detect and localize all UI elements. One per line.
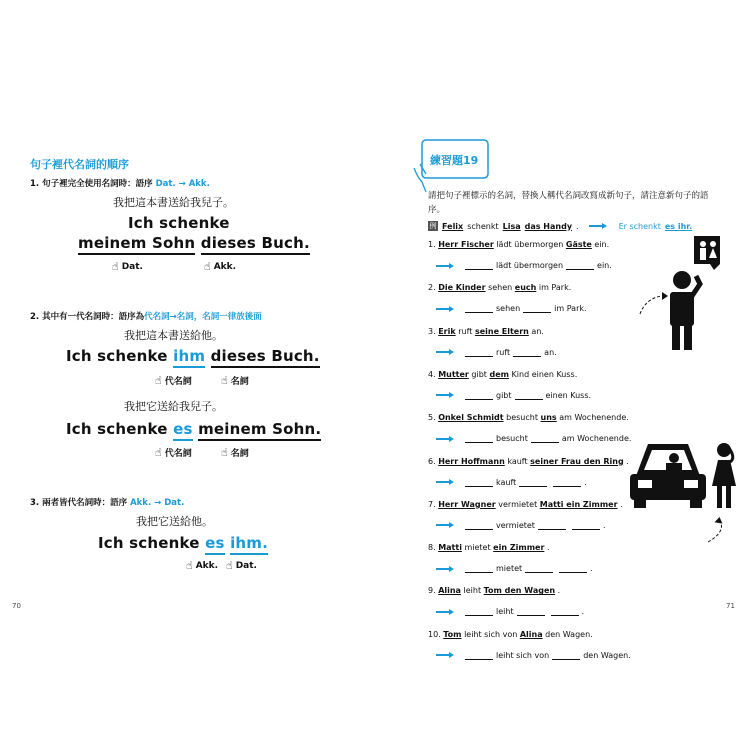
answer-blank[interactable] <box>538 521 566 530</box>
arrow-icon <box>436 566 454 572</box>
label-akk: ☝ Akk. <box>186 559 219 572</box>
question-text: Kind einen Kuss. <box>511 369 578 379</box>
answer-blank[interactable] <box>465 261 493 270</box>
page-number-right: 71 <box>726 602 735 610</box>
answer-blank[interactable] <box>465 304 493 313</box>
question-9 <box>428 586 560 595</box>
example-1-line1: Ich schenke <box>128 214 230 232</box>
zh-sentence-3: 我把它送給我兒子。 <box>124 400 223 413</box>
question-text: 6. <box>428 456 436 466</box>
marked-noun: dem <box>489 369 509 379</box>
answer-blank[interactable] <box>465 607 493 616</box>
marked-noun: Alina <box>519 629 543 639</box>
question-6 <box>428 457 629 466</box>
question-text: an. <box>531 326 544 336</box>
arrow-icon <box>589 223 607 229</box>
question-text: 10. <box>428 629 441 639</box>
answer-blank[interactable] <box>566 261 594 270</box>
pointing-hand-icon: ☝ <box>155 374 162 387</box>
question-1 <box>428 240 609 249</box>
answer-blank[interactable] <box>465 651 493 660</box>
label-dat: ☝ Dat. <box>226 559 257 572</box>
arrow-icon <box>436 436 454 442</box>
answer-text: . <box>602 520 606 530</box>
question-text: ein. <box>594 240 610 249</box>
answer-text: ein. <box>597 261 612 270</box>
answer-blank[interactable] <box>465 348 493 357</box>
answer-blank[interactable] <box>525 564 553 573</box>
question-text: 3. <box>428 326 436 336</box>
question-text: gibt <box>471 369 487 379</box>
answer-blank[interactable] <box>523 304 551 313</box>
question-text: 7. <box>428 499 436 509</box>
instruction: 請把句子裡標示的名詞，替換人稱代名詞改寫成新句子，請注意新句子的語序。 <box>428 191 709 215</box>
answer-blank[interactable] <box>465 434 493 443</box>
question-text: leiht sich von <box>464 629 518 639</box>
answer-line-4 <box>436 391 591 400</box>
answer-blank[interactable] <box>551 607 579 616</box>
answer-text: leiht sich von <box>496 650 550 660</box>
question-text: den Wagen. <box>545 629 593 639</box>
marked-noun: Tom <box>443 629 462 639</box>
answer-blank[interactable] <box>515 391 543 400</box>
answer-text: leiht <box>496 607 514 617</box>
answer-text: . <box>581 607 585 617</box>
answer-line-9 <box>436 607 584 616</box>
marked-noun: Gäste <box>565 240 592 249</box>
example-3: Ich schenke es meinem Sohn. <box>66 420 321 438</box>
answer-text: vermietet <box>496 520 535 530</box>
question-2 <box>428 283 571 292</box>
rule-2: 2. 其中有一代名詞時：語序為代名詞→名詞，名詞一律放後面 <box>30 312 262 322</box>
question-text: ruft <box>458 326 473 336</box>
marked-noun: Erik <box>438 326 456 336</box>
answer-line-2 <box>436 304 587 313</box>
arrow-icon <box>436 349 454 355</box>
pointing-hand-icon: ☝ <box>204 260 211 273</box>
answer-text: gibt <box>496 390 512 400</box>
label-noun: ☝ 名詞 <box>221 374 249 387</box>
answer-blank[interactable] <box>519 478 547 487</box>
zh-sentence-1: 我把這本書送給我兒子。 <box>113 196 234 209</box>
label-noun: ☝ 名詞 <box>221 446 249 459</box>
marked-noun: Die Kinder <box>438 283 486 293</box>
answer-blank[interactable] <box>465 391 493 400</box>
answer-line-5 <box>436 434 631 443</box>
answer-text: mietet <box>496 564 523 574</box>
question-text: mietet <box>464 543 491 553</box>
car-and-woman-icon <box>626 436 744 546</box>
question-7 <box>428 500 623 509</box>
label-pronoun: ☝ 代名詞 <box>155 446 192 459</box>
answer-blank[interactable] <box>465 478 493 487</box>
arrow-icon <box>436 652 454 658</box>
question-3 <box>428 327 544 336</box>
answer-line-1 <box>436 261 612 270</box>
answer-blank[interactable] <box>552 651 580 660</box>
answer-text: ruft <box>496 347 511 357</box>
arrow-icon <box>436 263 454 269</box>
question-text: leiht <box>463 586 482 596</box>
arrow-icon <box>436 522 454 528</box>
man-on-phone-icon <box>636 234 722 354</box>
answer-text: den Wagen. <box>583 650 631 660</box>
label-akk: ☝ Akk. <box>204 260 237 273</box>
question-text: 2. <box>428 283 436 293</box>
question-text: 4. <box>428 369 436 379</box>
arrow-icon <box>436 392 454 398</box>
answer-blank[interactable] <box>513 348 541 357</box>
answer-blank[interactable] <box>572 521 600 530</box>
question-text: im Park. <box>538 283 572 293</box>
question-4 <box>428 370 577 379</box>
rule-3: 3. 兩者皆代名詞時：語序 Akk. → Dat. <box>30 498 185 508</box>
question-text: . <box>620 499 623 509</box>
question-text: kauft <box>507 456 528 466</box>
question-text: . <box>626 456 629 466</box>
marked-noun: Tom den Wagen <box>483 586 556 596</box>
marked-noun: Mutter <box>438 369 469 379</box>
example-row: 例 Felix schenkt Lisa das Handy . Er schenkt es ihr. <box>429 221 693 231</box>
marked-noun: Matti ein Zimmer <box>539 499 618 509</box>
example-4: Ich schenke es ihm. <box>98 534 268 552</box>
pointing-hand-icon: ☝ <box>186 559 193 572</box>
question-text: vermietet <box>498 499 538 509</box>
answer-blank[interactable] <box>465 564 493 573</box>
answer-blank[interactable] <box>517 607 545 616</box>
zh-sentence-4: 我把它送給他。 <box>136 515 213 528</box>
marked-noun: uns <box>540 413 557 423</box>
example-2: Ich schenke ihm dieses Buch. <box>66 347 320 365</box>
question-text: lädt übermorgen <box>496 240 564 249</box>
label-pronoun: ☝ 代名詞 <box>155 374 192 387</box>
marked-noun: seiner Frau den Ring <box>530 456 624 466</box>
question-text: sehen <box>488 283 513 293</box>
example-badge: 例 <box>429 222 437 230</box>
answer-text: . <box>584 477 587 487</box>
answer-blank[interactable] <box>531 434 559 443</box>
marked-noun: Herr Hoffmann <box>438 456 505 466</box>
answer-line-7 <box>436 521 605 530</box>
answer-text: lädt übermorgen <box>496 261 564 270</box>
question-text: 5. <box>428 413 436 423</box>
answer-text: . <box>590 564 593 574</box>
page-number-left: 70 <box>12 602 21 610</box>
answer-text: an. <box>544 347 557 357</box>
marked-noun: Matti <box>438 543 462 553</box>
arrow-icon <box>436 609 454 615</box>
answer-text: einen Kuss. <box>545 390 592 400</box>
question-text: am Wochenende. <box>559 413 629 423</box>
marked-noun: seine Eltern <box>474 326 529 336</box>
answer-line-10 <box>436 651 631 660</box>
marked-noun: Alina <box>438 586 461 596</box>
answer-line-8 <box>436 564 593 573</box>
question-10 <box>428 630 593 639</box>
question-text: 1. <box>428 240 436 249</box>
question-8 <box>428 543 550 552</box>
answer-text: besucht <box>496 434 528 444</box>
example-1-line2: meinem Sohn dieses Buch. <box>78 234 310 252</box>
marked-noun: Onkel Schmidt <box>438 413 504 423</box>
answer-line-6 <box>436 478 587 487</box>
question-text: 8. <box>428 543 436 553</box>
answer-text: kauft <box>496 477 517 487</box>
marked-noun: Herr Fischer <box>438 240 494 249</box>
exercise-badge <box>412 138 492 194</box>
question-text: . <box>546 543 550 553</box>
pointing-hand-icon: ☝ <box>155 446 162 459</box>
arrow-icon <box>436 479 454 485</box>
rule-1: 1. 句子裡完全使用名詞時：語序 Dat. → Akk. <box>30 179 210 189</box>
pointing-hand-icon: ☝ <box>221 374 228 387</box>
marked-noun: Herr Wagner <box>438 499 496 509</box>
question-5 <box>428 413 629 422</box>
answer-blank[interactable] <box>559 564 587 573</box>
marked-noun: ein Zimmer <box>493 543 545 553</box>
arrow-icon <box>436 306 454 312</box>
question-text: besucht <box>506 413 538 423</box>
question-text: 9. <box>428 586 436 596</box>
exercise-title: 練習題19 <box>430 154 479 167</box>
pointing-hand-icon: ☝ <box>112 260 119 273</box>
section-title: 句子裡代名詞的順序 <box>30 158 129 171</box>
answer-text: am Wochenende. <box>561 434 632 444</box>
label-dat: ☝ Dat. <box>112 260 143 273</box>
marked-noun: euch <box>514 283 537 293</box>
pointing-hand-icon: ☝ <box>221 446 228 459</box>
answer-blank[interactable] <box>553 478 581 487</box>
answer-text: sehen <box>496 304 521 314</box>
answer-line-3 <box>436 348 557 357</box>
answer-text: im Park. <box>554 304 587 314</box>
zh-sentence-2: 我把這本書送給他。 <box>124 329 223 342</box>
pointing-hand-icon: ☝ <box>226 559 233 572</box>
question-text: . <box>557 586 561 596</box>
answer-blank[interactable] <box>465 521 493 530</box>
